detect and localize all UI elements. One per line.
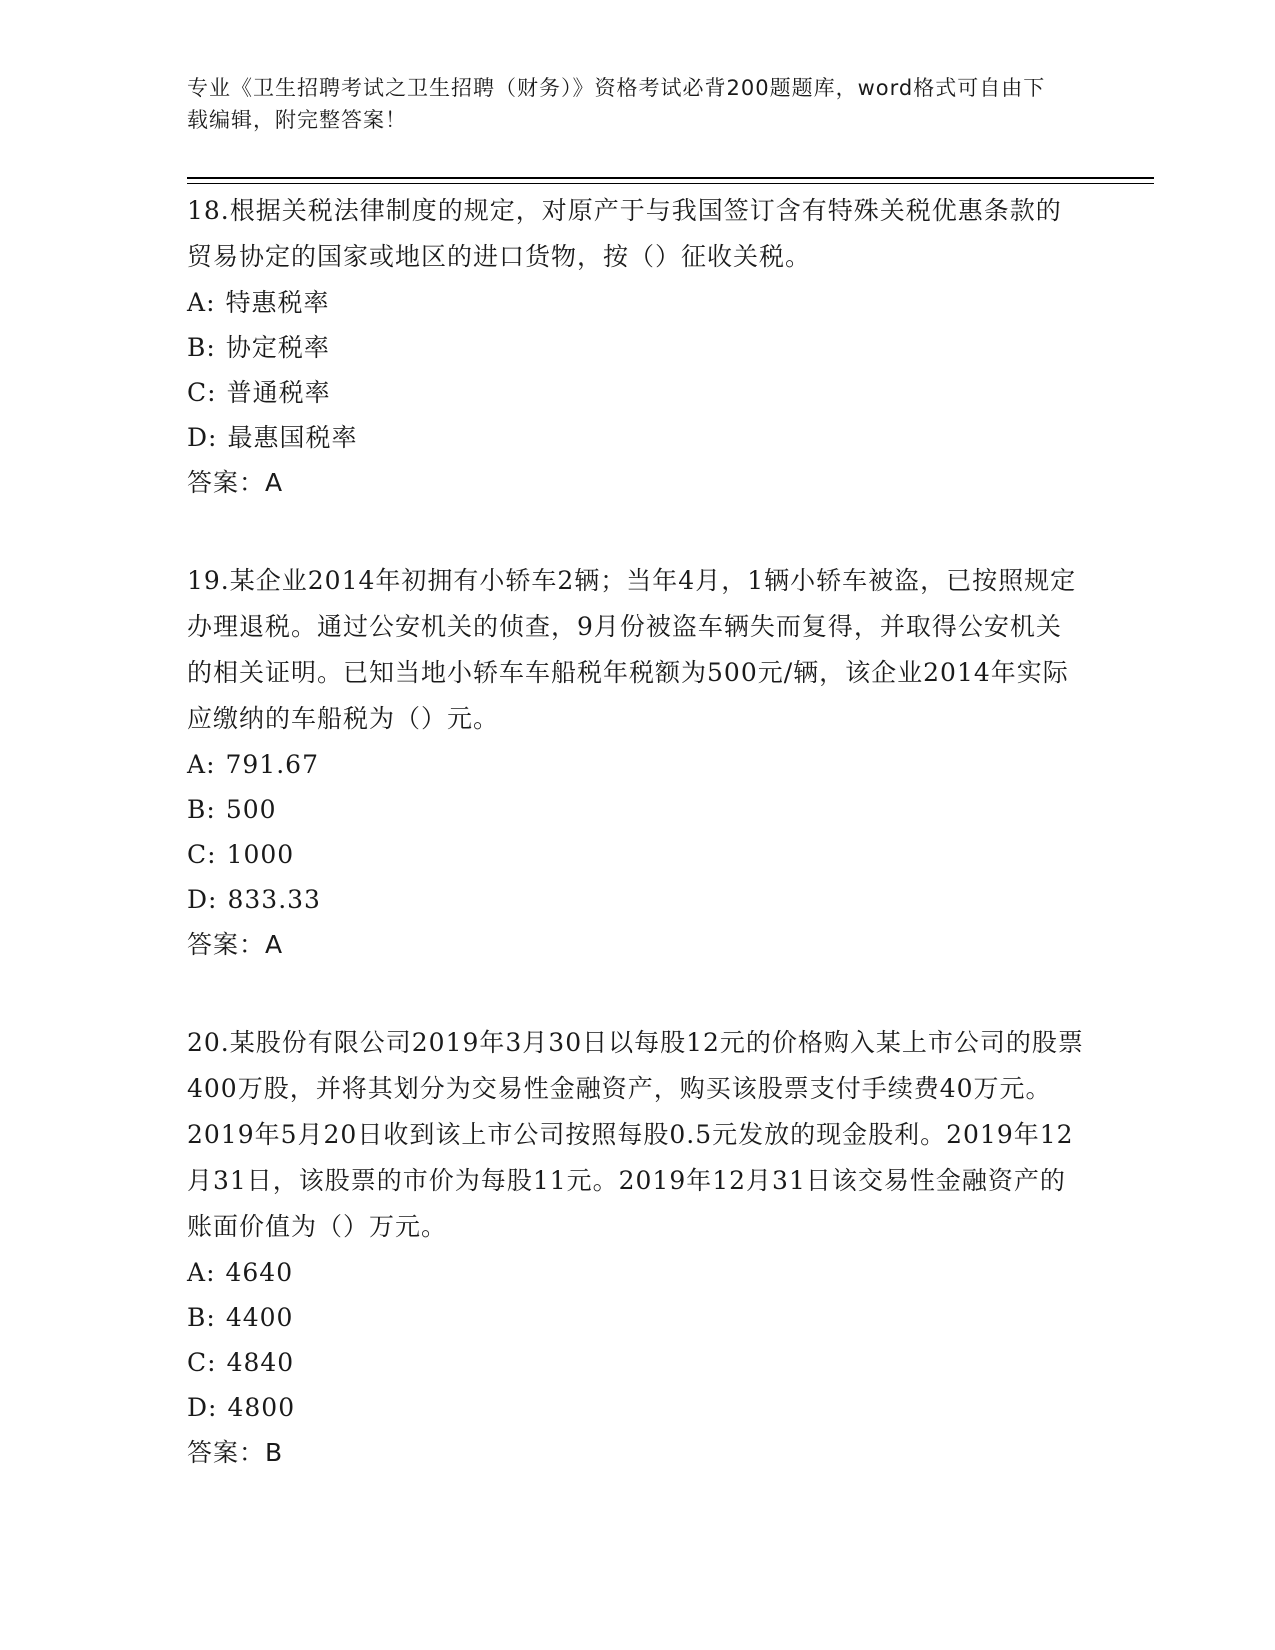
option-list xyxy=(187,280,1087,460)
option-separator: : xyxy=(206,1258,216,1287)
option-c xyxy=(187,832,1087,877)
option-separator: : xyxy=(208,423,218,452)
question-stem: 18.根据关税法律制度的规定，对原产于与我国签订含有特殊关税优惠条款的贸易协定的国家或地区的进口货物，按（）征收关税。 xyxy=(187,196,1062,271)
option-text: 4800 xyxy=(227,1393,296,1422)
option-text: 833.33 xyxy=(227,885,321,914)
option-b xyxy=(187,325,1087,370)
option-separator: : xyxy=(206,1303,216,1332)
question-20 xyxy=(187,1020,1087,1476)
option-letter: A xyxy=(187,288,207,317)
option-separator: : xyxy=(208,1393,218,1422)
option-letter: D xyxy=(187,423,209,452)
option-b xyxy=(187,1295,1087,1340)
option-list xyxy=(187,742,1087,922)
option-c xyxy=(187,1340,1087,1385)
option-separator: : xyxy=(208,885,218,914)
option-text: 4640 xyxy=(225,1258,294,1287)
option-separator: : xyxy=(206,333,216,362)
header-divider-thin xyxy=(187,183,1154,184)
option-a xyxy=(187,1250,1087,1295)
answer-line: 答案：A xyxy=(187,930,284,959)
option-letter: B xyxy=(187,795,207,824)
option-a xyxy=(187,280,1087,325)
option-separator: : xyxy=(206,288,216,317)
option-d xyxy=(187,415,1087,460)
option-letter: C xyxy=(187,1348,208,1377)
option-letter: C xyxy=(187,840,208,869)
option-text: 791.67 xyxy=(225,750,319,779)
option-d xyxy=(187,1385,1087,1430)
option-text: 4840 xyxy=(226,1348,295,1377)
option-letter: B xyxy=(187,333,207,362)
option-text: 最惠国税率 xyxy=(227,423,358,452)
document-header: 专业《卫生招聘考试之卫生招聘（财务）》资格考试必背200题题库，word格式可自由下载编辑，附完整答案！ xyxy=(187,76,1046,132)
option-separator: : xyxy=(207,1348,217,1377)
option-text: 普通税率 xyxy=(226,378,331,407)
option-letter: B xyxy=(187,1303,207,1332)
question-stem: 20.某股份有限公司2019年3月30日以每股12元的价格购入某上市公司的股票400万股，并将其划分为交易性金融资产，购买该股票支付手续费40万元。2019年5月20日收到该上市公司按照每股0.5元发放的现金股利。2019年12月31日，该股票的市价为每股11元。2019年12月31日该交易性金融资产的账面价值为（）万元。 xyxy=(187,1028,1084,1241)
option-letter: A xyxy=(187,1258,207,1287)
option-letter: D xyxy=(187,885,209,914)
option-letter: A xyxy=(187,750,207,779)
question-list xyxy=(187,188,1087,1528)
option-separator: : xyxy=(207,378,217,407)
question-19 xyxy=(187,558,1087,968)
answer-line: 答案：B xyxy=(187,1438,284,1467)
option-letter: C xyxy=(187,378,208,407)
header-divider-thick xyxy=(187,177,1154,179)
answer-line: 答案：A xyxy=(187,468,284,497)
option-a xyxy=(187,742,1087,787)
option-letter: D xyxy=(187,1393,209,1422)
option-text: 1000 xyxy=(226,840,295,869)
option-text: 特惠税率 xyxy=(225,288,330,317)
option-separator: : xyxy=(206,750,216,779)
option-c xyxy=(187,370,1087,415)
option-text: 4400 xyxy=(225,1303,294,1332)
question-stem: 19.某企业2014年初拥有小轿车2辆；当年4月，1辆小轿车被盗，已按照规定办理退税。通过公安机关的侦查，9月份被盗车辆失而复得，并取得公安机关的相关证明。已知当地小轿车车船税年税额为500元/辆，该企业2014年实际应缴纳的车船税为（）元。 xyxy=(187,566,1077,733)
option-text: 协定税率 xyxy=(225,333,330,362)
option-list xyxy=(187,1250,1087,1430)
option-separator: : xyxy=(207,840,217,869)
option-separator: : xyxy=(206,795,216,824)
question-18 xyxy=(187,188,1087,506)
option-b xyxy=(187,787,1087,832)
option-text: 500 xyxy=(225,795,277,824)
option-d xyxy=(187,877,1087,922)
